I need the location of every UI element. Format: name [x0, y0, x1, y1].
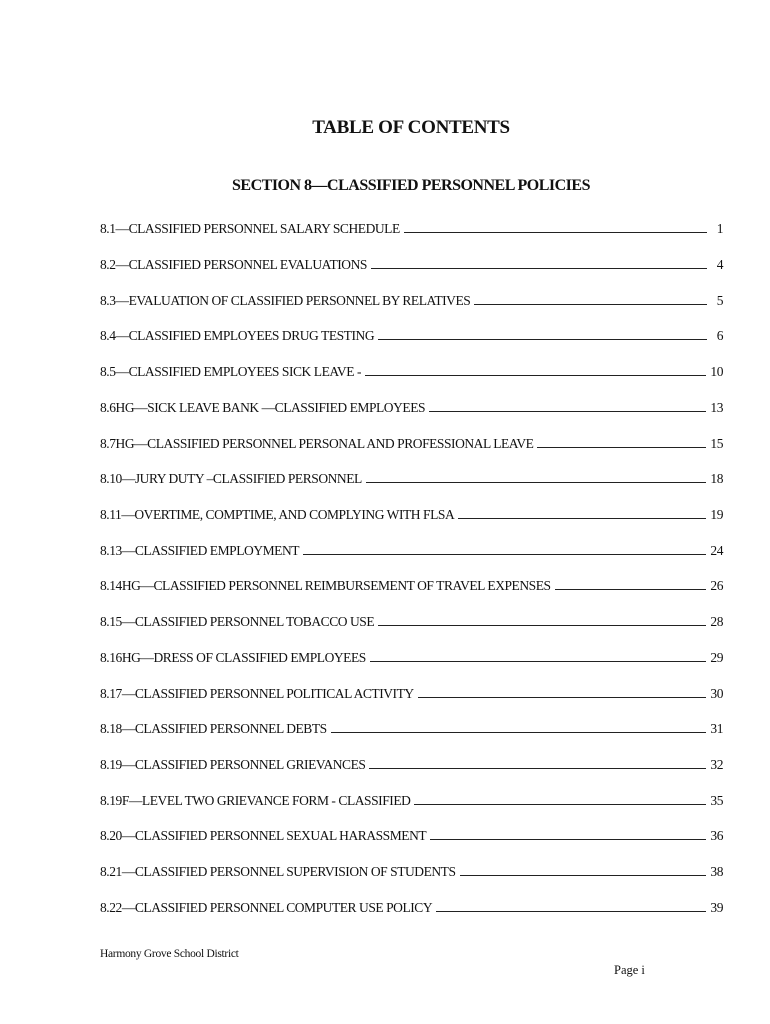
toc-leader	[331, 732, 707, 733]
toc-entry-label: 8.11—OVERTIME, COMPTIME, AND COMPLYING WITH FLSA	[100, 507, 455, 522]
toc-entry-page: 36	[710, 828, 723, 843]
toc-entry-label: 8.1—CLASSIFIED PERSONNEL SALARY SCHEDULE	[100, 221, 400, 236]
toc-entry-label: 8.21—CLASSIFIED PERSONNEL SUPERVISION OF STUDENTS	[100, 864, 456, 879]
toc-entry-page: 24	[710, 543, 723, 558]
toc-entry-page: 10	[710, 364, 723, 379]
toc-entry[interactable]	[100, 432, 723, 452]
toc-entry-label: 8.22—CLASSIFIED PERSONNEL COMPUTER USE POLICY	[100, 900, 433, 915]
toc-entry-page: 38	[710, 864, 723, 879]
toc-leader	[378, 625, 706, 626]
toc-entry-page: 15	[710, 436, 723, 451]
toc-entry-page: 32	[710, 757, 723, 772]
toc-entry-page: 5	[716, 293, 723, 308]
section-heading: SECTION 8—CLASSIFIED PERSONNEL POLICIES	[232, 177, 590, 194]
toc-leader	[418, 697, 707, 698]
toc-leader	[369, 768, 706, 769]
toc-entry-page: 19	[710, 507, 723, 522]
toc-entry-label: 8.10—JURY DUTY –CLASSIFIED PERSONNEL	[100, 471, 362, 486]
toc-entry-label: 8.13—CLASSIFIED EMPLOYMENT	[100, 543, 300, 558]
toc-leader	[303, 554, 706, 555]
toc-entry-page: 28	[710, 614, 723, 629]
toc-entry-page: 29	[710, 650, 723, 665]
toc-entry-label: 8.18—CLASSIFIED PERSONNEL DEBTS	[100, 721, 327, 736]
toc-entry-label: 8.4—CLASSIFIED EMPLOYEES DRUG TESTING	[100, 328, 375, 343]
toc-entry-label: 8.16HG—DRESS OF CLASSIFIED EMPLOYEES	[100, 650, 366, 665]
toc-entry-label: 8.19—CLASSIFIED PERSONNEL GRIEVANCES	[100, 757, 366, 772]
toc-entry-page: 1	[716, 221, 723, 236]
toc-leader	[404, 232, 707, 233]
toc-entry-label: 8.17—CLASSIFIED PERSONNEL POLITICAL ACTIVITY	[100, 686, 414, 701]
toc-entry[interactable]	[100, 574, 723, 594]
toc-leader	[555, 589, 707, 590]
toc-entry-page: 4	[716, 257, 723, 272]
toc-entry[interactable]	[100, 217, 723, 237]
toc-entry-label: 8.5—CLASSIFIED EMPLOYEES SICK LEAVE -	[100, 364, 361, 379]
toc-entry[interactable]	[100, 289, 723, 309]
toc-leader	[460, 875, 707, 876]
toc-entry[interactable]	[100, 324, 723, 344]
toc-entry[interactable]	[100, 253, 723, 273]
toc-entry-label: 8.2—CLASSIFIED PERSONNEL EVALUATIONS	[100, 257, 367, 272]
toc-leader	[414, 804, 706, 805]
toc-leader	[378, 339, 707, 340]
toc-leader	[458, 518, 706, 519]
toc-entry-label: 8.7HG—CLASSIFIED PERSONNEL PERSONAL AND PROFESSIONAL LEAVE	[100, 436, 534, 451]
toc-leader	[371, 268, 707, 269]
toc-entry-page: 6	[716, 328, 723, 343]
toc-entry-page: 13	[710, 400, 723, 415]
toc-entry[interactable]	[100, 467, 723, 487]
toc-entry[interactable]	[100, 610, 723, 630]
toc-entry-label: 8.15—CLASSIFIED PERSONNEL TOBACCO USE	[100, 614, 375, 629]
toc-entry[interactable]	[100, 503, 723, 523]
toc-entry[interactable]	[100, 539, 723, 559]
toc-entry-page: 31	[710, 721, 723, 736]
toc-entry-page: 30	[710, 686, 723, 701]
toc-entry-label: 8.14HG—CLASSIFIED PERSONNEL REIMBURSEMENT OF TRAVEL EXPENSES	[100, 578, 551, 593]
toc-leader	[436, 911, 706, 912]
toc-entry[interactable]	[100, 396, 723, 416]
toc-entry[interactable]	[100, 753, 723, 773]
toc-entry-page: 26	[710, 578, 723, 593]
toc-entry[interactable]	[100, 896, 723, 916]
toc-entry[interactable]	[100, 717, 723, 737]
toc-entry-page: 39	[710, 900, 723, 915]
toc-leader	[430, 839, 706, 840]
toc-leader	[365, 375, 706, 376]
document-title: TABLE OF CONTENTS	[312, 117, 510, 138]
toc-entry-label: 8.6HG—SICK LEAVE BANK —CLASSIFIED EMPLOYEES	[100, 400, 426, 415]
toc-entry-label: 8.20—CLASSIFIED PERSONNEL SEXUAL HARASSMENT	[100, 828, 427, 843]
toc-entry[interactable]	[100, 646, 723, 666]
toc-entry[interactable]	[100, 360, 723, 380]
toc-entry-page: 18	[710, 471, 723, 486]
toc-leader	[366, 482, 707, 483]
toc-entry[interactable]	[100, 824, 723, 844]
toc-leader	[429, 411, 706, 412]
toc-entry-label: 8.19F—LEVEL TWO GRIEVANCE FORM - CLASSIFIED	[100, 793, 411, 808]
toc-leader	[474, 304, 707, 305]
toc-entry-page: 35	[710, 793, 723, 808]
footer-page-number: Page i	[614, 963, 645, 977]
toc-entry-label: 8.3—EVALUATION OF CLASSIFIED PERSONNEL BY RELATIVES	[100, 293, 471, 308]
toc-entry[interactable]	[100, 860, 723, 880]
footer-organization: Harmony Grove School District	[100, 948, 239, 960]
toc-leader	[370, 661, 707, 662]
toc-entry[interactable]	[100, 682, 723, 702]
toc-leader	[537, 447, 706, 448]
toc-entry[interactable]	[100, 789, 723, 809]
